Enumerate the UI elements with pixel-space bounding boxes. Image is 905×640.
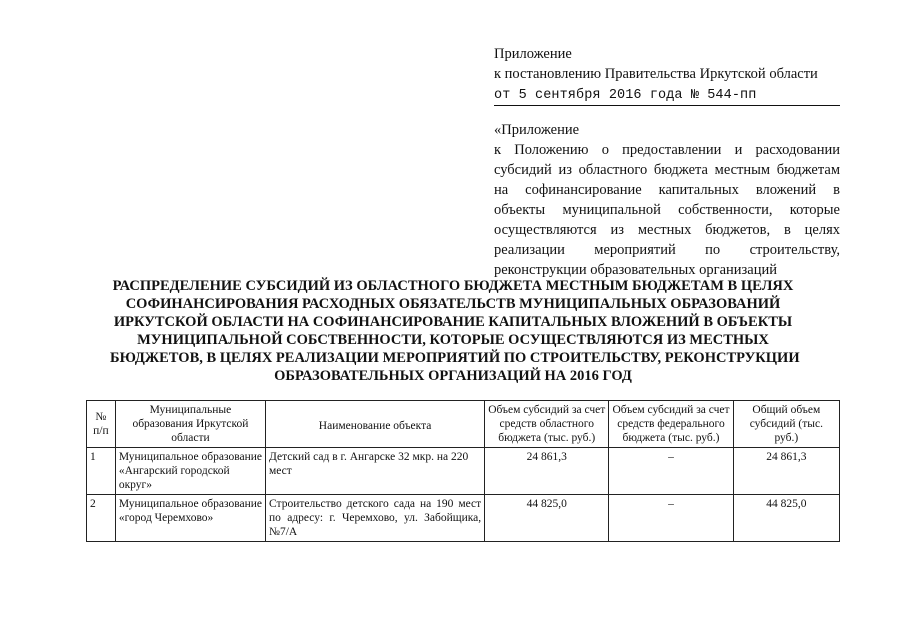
title-line: МУНИЦИПАЛЬНОЙ СОБСТВЕННОСТИ, КОТОРЫЕ ОСУЩЕСТВЛЯЮТСЯ ИЗ МЕСТНЫХ (137, 332, 769, 348)
title-line: СОФИНАНСИРОВАНИЯ РАСХОДНЫХ ОБЯЗАТЕЛЬСТВ МУНИЦИПАЛЬНЫХ ОБРАЗОВАНИЙ (125, 296, 781, 312)
title-line: РАСПРЕДЕЛЕНИЕ СУБСИДИЙ ИЗ ОБЛАСТНОГО БЮДЖЕТА МЕСТНЫМ БЮДЖЕТАМ В ЦЕЛЯХ (112, 278, 794, 294)
col-header-object: Наименование объекта (266, 401, 485, 448)
col-header-federal-budget: Объем субсидий за счет средств федерального бюджета (тыс. руб.) (609, 401, 733, 448)
row-number: 1 (87, 448, 116, 495)
row-municipality: Муниципальное образование «Ангарский городской округ» (115, 448, 265, 495)
title-line: ОБРАЗОВАТЕЛЬНЫХ ОРГАНИЗАЦИЙ НА 2016 ГОД (274, 368, 632, 384)
col-header-total: Общий объем субсидий (тыс. руб.) (733, 401, 839, 448)
row-object: Детский сад в г. Ангарске 32 мкр. на 220 мест (266, 448, 485, 495)
col-header-number: № п/п (87, 401, 116, 448)
row-object: Строительство детского сада на 190 мест по адресу: г. Черемхово, ул. Забойщика, №7/А (266, 495, 485, 542)
document-title (110, 277, 800, 385)
table-header-row (87, 401, 840, 448)
table-row (87, 448, 840, 495)
row-regional-amount: 24 861,3 (485, 448, 609, 495)
col-header-regional-budget: Объем субсидий за счет средств областного бюджета (тыс. руб.) (485, 401, 609, 448)
row-total-amount: 24 861,3 (733, 448, 839, 495)
subsidy-distribution-table (86, 400, 840, 542)
row-federal-amount: – (609, 448, 733, 495)
table-row (87, 495, 840, 542)
header-resolution-date: от 5 сентября 2016 года № 544-пп (494, 87, 840, 106)
title-line: ИРКУТСКОЙ ОБЛАСТИ НА СОФИНАНСИРОВАНИЕ КАПИТАЛЬНЫХ ВЛОЖЕНИЙ В ОБЪЕКТЫ (113, 314, 793, 330)
annex-regulation-text: к Положению о предоставлении и расходовании субсидий из областного бюджета местным бюджетам на софинансирование капитальных вложений в объекты муниципальной собственности, которые осуществляются из местных бюджетов, в целях реализации мероприятий по строительству, реконструкции образовательных организаций (494, 142, 840, 278)
row-municipality: Муниципальное образование «город Черемхово» (115, 495, 265, 542)
row-total-amount: 44 825,0 (733, 495, 839, 542)
header-appendix-label: Приложение (494, 46, 572, 62)
header-resolution-ref: к постановлению Правительства Иркутской области (494, 66, 818, 82)
row-regional-amount: 44 825,0 (485, 495, 609, 542)
annex-header (494, 120, 840, 280)
row-number: 2 (87, 495, 116, 542)
resolution-header (494, 44, 840, 106)
title-line: БЮДЖЕТОВ, В ЦЕЛЯХ РЕАЛИЗАЦИИ МЕРОПРИЯТИЙ ПО СТРОИТЕЛЬСТВУ, РЕКОНСТРУКЦИИ (110, 350, 800, 366)
annex-appendix-label: «Приложение (494, 122, 580, 138)
col-header-municipality: Муниципальные образования Иркутской области (115, 401, 265, 448)
row-federal-amount: – (609, 495, 733, 542)
